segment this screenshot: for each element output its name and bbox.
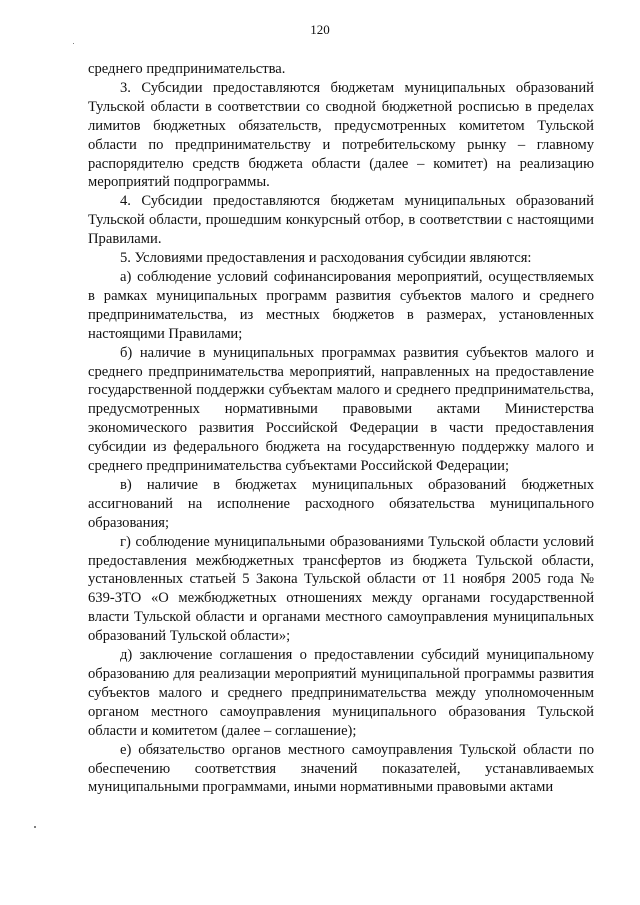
scan-speck bbox=[73, 43, 74, 44]
paragraph-item-4: 4. Субсидии предоставляются бюджетам муниципальных образований Тульской области, прошедшим конкурсный отбор, в соответствии с настоящими Правилами. bbox=[88, 193, 594, 248]
subitem-g: г) соблюдение муниципальными образованиями Тульской области условий предоставления межбюджетных трансфертов из бюджета Тульской области, установленных статьей 5 Закона Тульской области от 11 ноября 2005 года № 639-ЗТО «О межбюджетных отношениях между органами государственной власти Тульской области и органами местного самоуправления муниципальных образований Тульской области»; bbox=[88, 533, 594, 645]
page-number: 120 bbox=[310, 22, 330, 37]
subitem-b: б) наличие в муниципальных программах развития субъектов малого и среднего предпринимательства мероприятий, направленных на предоставление государственной поддержки субъектам малого и среднего предпринимательства, предусмотренных нормативными правовыми актами Министерства экономического развития Российской Федерации в части предоставления субсидии из федерального бюджета на государственную поддержку малого и среднего предпринимательства субъектами Российской Федерации; bbox=[88, 344, 594, 475]
paragraph-continuation: среднего предпринимательства. bbox=[88, 61, 286, 77]
scan-speck bbox=[34, 826, 36, 828]
subitem-v: в) наличие в бюджетах муниципальных образований бюджетных ассигнований на исполнение расходного обязательства муниципального образования; bbox=[88, 476, 594, 531]
subitem-d: д) заключение соглашения о предоставлении субсидий муниципальному образованию для реализации мероприятий муниципальной программы развития субъектов малого и среднего предпринимательства между уполномоченным органом местного самоуправления муниципального образования Тульской области и комитетом (далее – соглашение); bbox=[88, 647, 594, 739]
paragraph-item-3: 3. Субсидии предоставляются бюджетам муниципальных образований Тульской области в соответствии со сводной бюджетной росписью в пределах лимитов бюджетных обязательств, предусмотренных комитетом Тульской области по предпринимательству и потребительскому рынку – главному распорядителю средств бюджета области (далее – комитет) на реализацию мероприятий подпрограммы. bbox=[88, 79, 594, 191]
document-body bbox=[88, 60, 594, 797]
subitem-e: е) обязательство органов местного самоуправления Тульской области по обеспечению соответствия значений показателей, устанавливаемых муниципальными программами, иными нормативными правовыми актами bbox=[88, 741, 594, 796]
subitem-a: а) соблюдение условий софинансирования мероприятий, осуществляемых в рамках муниципальных программ развития субъектов малого и среднего предпринимательства, из местных бюджетов в размерах, установленных настоящими Правилами; bbox=[88, 268, 594, 342]
paragraph-item-5: 5. Условиями предоставления и расходования субсидии являются: bbox=[120, 250, 532, 267]
